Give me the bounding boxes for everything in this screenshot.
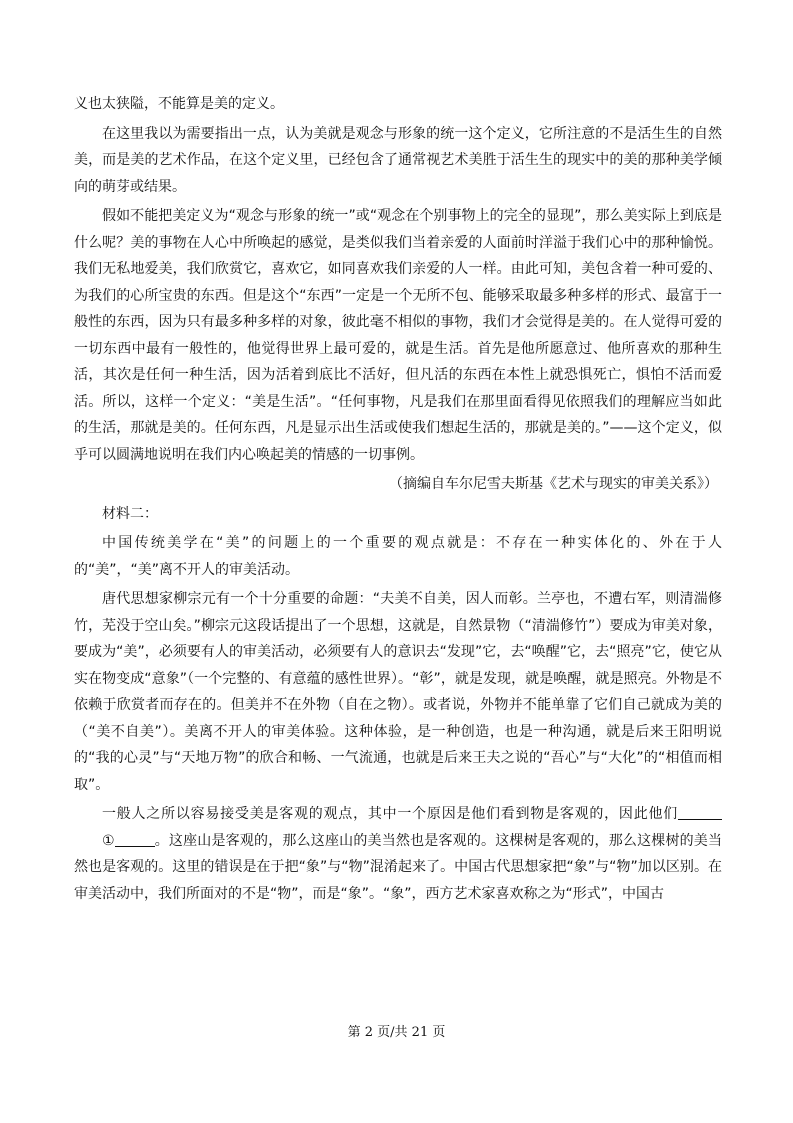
paragraph-fill-blank-rest: 。这座山是客观的，那么这座山的美当然也是客观的。这棵树是客观的，那么这棵树的美当然也是客观的。这里的错误是在于把“象”与“物”混淆起来了。中国古代思想家把“象”与“物”加以区别。在审美活动中，我们所面对的不是“物”，而是“象”。“象”，西方艺术家喜欢称之为“形式”，中国古 (74, 832, 722, 902)
paragraph-fill-blank-lead: 一般人之所以容易接受美是客观的观点，其中一个原因是他们看到物是客观的，因此他们 (102, 806, 678, 822)
paragraph-chinese-aesthetics: 中国传统美学在“美”的问题上的一个重要的观点就是：不存在一种实体化的、外在于人的“美”，“美”离不开人的审美活动。 (74, 535, 722, 578)
document-body (74, 91, 722, 910)
page-footer: 第 2 页/共 21 页 (347, 1025, 446, 1040)
paragraph-continued: 义也太狭隘，不能算是美的定义。 (74, 96, 284, 112)
answer-blank-continued[interactable] (115, 830, 155, 847)
source-citation: （摘编自车尔尼雪夫斯基《艺术与现实的审美关系》） (389, 476, 718, 492)
blank-number-marker: ① (102, 832, 115, 849)
paragraph-beauty-is-life: 假如不能把美定义为“观念与形象的统一”或“观念在个别事物上的完全的显现”，那么美实际上到底是什么呢？美的事物在人心中所唤起的感觉，是类似我们当着亲爱的人面前时洋溢于我们心中的那种愉悦。我们无私地爱美，我们欣赏它，喜欢它，如同喜欢我们亲爱的人一样。由此可知，美包含着一种可爱的、为我们的心所宝贵的东西。但是这个“东西”一定是一个无所不包、能够采取最多种多样的形式、最富于一般性的东西，因为只有最多种多样的对象，彼此毫不相似的事物，我们才会觉得是美的。在人觉得可爱的一切东西中最有一般性的，他觉得世界上最可爱的，就是生活。首先是他所愿意过、他所喜欢的那种生活，其次是任何一种生活，因为活着到底比不活好，但凡活的东西在本性上就恐惧死亡，惧怕不活而爱活。所以，这样一个定义：“美是生活”。“任何事物，凡是我们在那里面看得见依照我们的理解应当如此的生活，那就是美的。任何东西，凡是显示出生活或使我们想起生活的，那就是美的。”——这个定义，似乎可以圆满地说明在我们内心唤起美的情感的一切事例。 (74, 208, 722, 463)
paragraph-fill-blank (74, 801, 722, 907)
answer-blank[interactable] (678, 803, 722, 820)
material-two-label: 材料二： (102, 505, 158, 522)
paragraph-liu-zongyuan: 唐代思想家柳宗元有一个十分重要的命题：“夫美不自美，因人而彰。兰亭也，不遭右军，则清湍修竹，芜没于空山矣。”柳宗元这段话提出了一个思想，这就是，自然景物（“清湍修竹”）要成为审美对象，要成为“美”，必须要有人的审美活动，必须要有人的意识去“发现”它，去“唤醒”它，去“照亮”它，使它从实在物变成“意象”（一个完整的、有意蕴的感性世界）。“彰”，就是发现，就是唤醒，就是照亮。外物是不依赖于欣赏者而存在的。但美并不在外物（自在之物）。或者说，外物并不能单靠了它们自己就成为美的（“美不自美”）。美离不开人的审美体验。这种体验，是一种创造，也是一种沟通，就是后来王阳明说的“我的心灵”与“天地万物”的欣合和畅、一气流通，也就是后来王夫之说的“吾心”与“大化”的“相值而相取”。 (74, 591, 722, 793)
paragraph-art-beauty: 在这里我以为需要指出一点，认为美就是观念与形象的统一这个定义，它所注意的不是活生生的自然美，而是美的艺术作品，在这个定义里，已经包含了通常视艺术美胜于活生生的现实中的美的那种美学倾向的萌芽或结果。 (74, 125, 722, 195)
